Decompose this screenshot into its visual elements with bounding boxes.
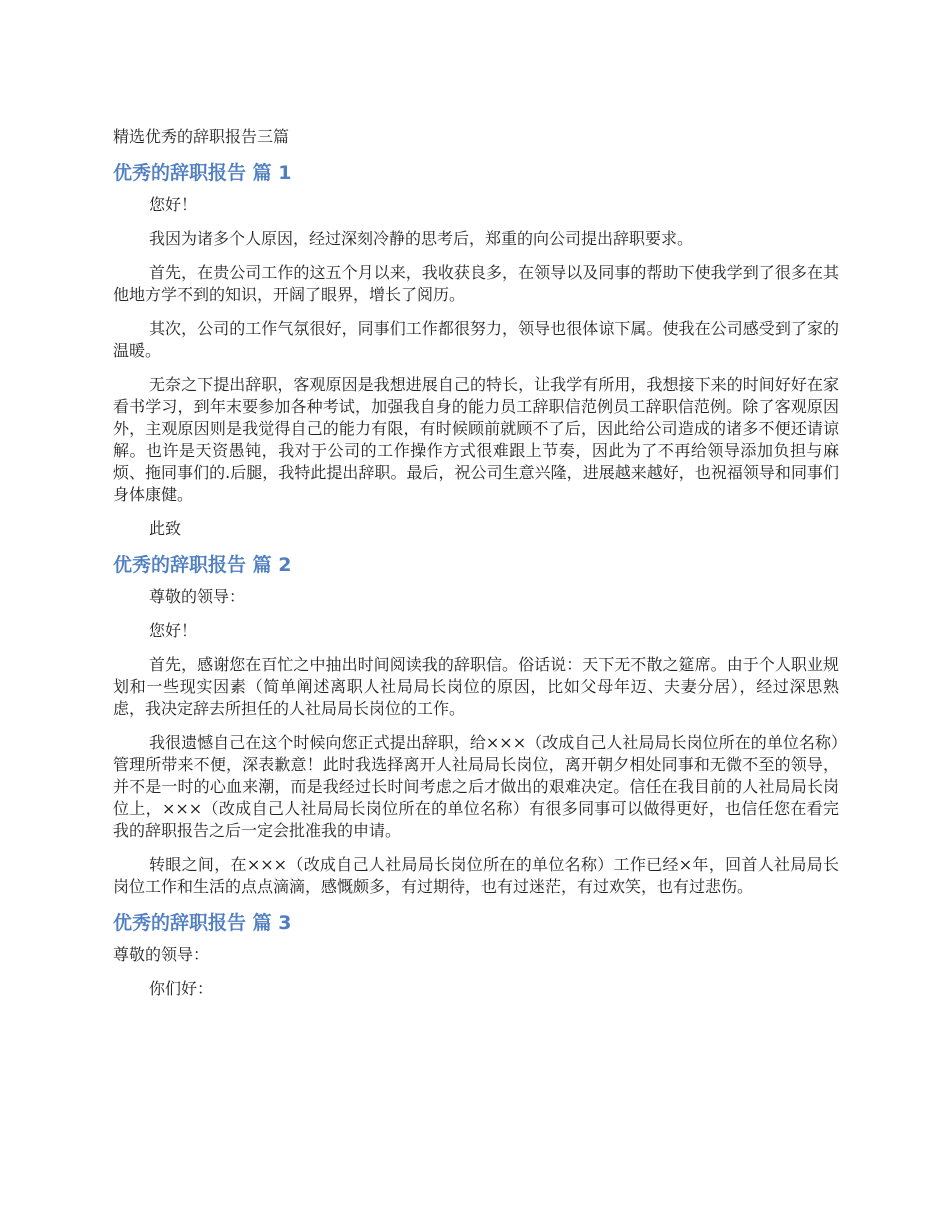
salutation: 尊敬的领导： <box>113 945 210 964</box>
paragraph: 无奈之下提出辞职，客观原因是我想进展自己的特长，让我学有所用，我想接下来的时间好好在家看书学习，到年末要参加各种考试，加强我自身的能力员工辞职信范例员工辞职信范例。除了客观原因外，主观原因则是我觉得自己的能力有限，有时候顾前就顾不了后，因此给公司造成的诸多不便还请谅解。也许是天资愚钝，我对于公司的工作操作方式很难跟上节奏，因此为了不再给领导添加负担与麻烦、拖同事们的.后腿，我特此提出辞职。最后，祝公司生意兴隆，进展越来越好，也祝福领导和同事们身体康健。 <box>113 375 839 504</box>
section-heading-3: 优秀的辞职报告 篇 3 <box>113 912 292 934</box>
paragraph: 你们好： <box>149 979 214 998</box>
section-heading-1: 优秀的辞职报告 篇 1 <box>113 162 292 184</box>
paragraph: 转眼之间，在×××（改成自己人社局局长岗位所在的单位名称）工作已经×年，回首人社局局长岗位工作和生活的点点滴滴，感慨颇多，有过期待，也有过迷茫，有过欢笑，也有过悲伤。 <box>113 855 839 896</box>
document-page <box>113 126 839 1012</box>
paragraph: 其次，公司的工作气氛很好，同事们工作都很努力，领导也很体谅下属。使我在公司感受到了家的温暖。 <box>113 319 839 360</box>
paragraph: 我因为诸多个人原因，经过深刻冷静的思考后，郑重的向公司提出辞职要求。 <box>149 229 694 248</box>
paragraph: 您好！ <box>149 621 198 640</box>
section-heading-2: 优秀的辞职报告 篇 2 <box>113 554 292 576</box>
paragraph: 尊敬的领导： <box>149 587 246 606</box>
paragraph: 此致 <box>149 519 182 538</box>
paragraph: 您好！ <box>149 195 198 214</box>
paragraph: 首先，在贵公司工作的这五个月以来，我收获良多，在领导以及同事的帮助下使我学到了很多在其他地方学不到的知识，开阔了眼界，增长了阅历。 <box>113 263 839 304</box>
paragraph: 首先，感谢您在百忙之中抽出时间阅读我的辞职信。俗话说：天下无不散之筵席。由于个人职业规划和一些现实因素（简单阐述离职人社局局长岗位的原因，比如父母年迈、夫妻分居），经过深思熟虑，我决定辞去所担任的人社局局长岗位的工作。 <box>113 655 839 718</box>
paragraph: 我很遗憾自己在这个时候向您正式提出辞职，给×××（改成自己人社局局长岗位所在的单位名称）管理所带来不便，深表歉意！此时我选择离开人社局局长岗位，离开朝夕相处同事和无微不至的领导，并不是一时的心血来潮，而是我经过长时间考虑之后才做出的艰难决定。信任在我目前的人社局局长岗位上，×××（改成自己人社局局长岗位所在的单位名称）有很多同事可以做得更好，也信任您在看完我的辞职报告之后一定会批准我的申请。 <box>113 733 839 840</box>
document-title: 精选优秀的辞职报告三篇 <box>113 127 290 146</box>
